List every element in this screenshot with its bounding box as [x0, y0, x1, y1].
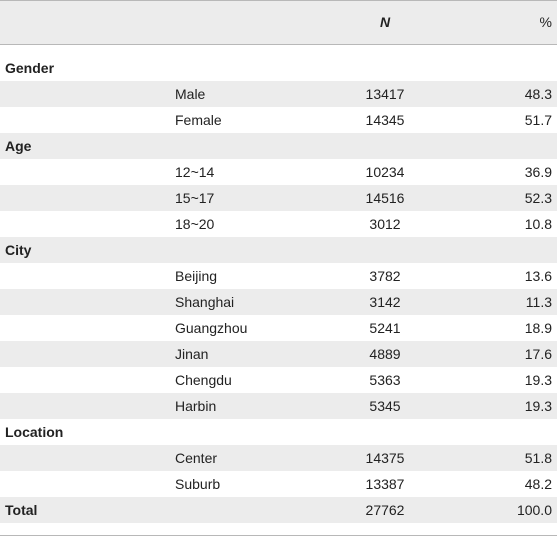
row-percent: 51.7: [524, 112, 552, 128]
row-percent: 19.3: [524, 372, 552, 388]
row-n: 13417: [365, 86, 405, 102]
row-n: 5241: [369, 320, 401, 336]
row-label: Beijing: [175, 268, 218, 284]
row-label: Female: [175, 112, 222, 128]
section-row-gender: [0, 55, 557, 81]
row-n: 14375: [365, 450, 405, 466]
row-percent: 10.8: [524, 216, 552, 232]
table-row: [0, 471, 557, 497]
table-header: [0, 0, 557, 44]
table-row: [0, 211, 557, 237]
row-label: Guangzhou: [175, 320, 248, 336]
table-row: [0, 445, 557, 471]
table-row: [0, 185, 557, 211]
row-percent: 51.8: [524, 450, 552, 466]
section-row-location: [0, 419, 557, 445]
table-row: [0, 341, 557, 367]
top-rule: [0, 0, 557, 1]
section-row-age: [0, 133, 557, 159]
row-label: Center: [175, 450, 218, 466]
section-row-city: [0, 237, 557, 263]
row-label: Jinan: [175, 346, 209, 362]
row-n: 14345: [365, 112, 405, 128]
row-label: Chengdu: [175, 372, 232, 388]
section-title-location: Location: [5, 424, 64, 440]
row-label: 15~17: [175, 190, 215, 206]
total-label: Total: [5, 502, 38, 518]
row-percent: 13.6: [524, 268, 552, 284]
row-percent: 48.3: [524, 86, 552, 102]
header-n: N: [379, 14, 391, 30]
table-row: [0, 263, 557, 289]
row-n: 14516: [365, 190, 405, 206]
table-row: [0, 393, 557, 419]
bottom-rule: [0, 535, 557, 536]
row-n: 3782: [369, 268, 401, 284]
row-n: 3142: [369, 294, 401, 310]
section-title-city: City: [5, 242, 32, 258]
row-percent: 17.6: [524, 346, 552, 362]
row-n: 3012: [369, 216, 401, 232]
section-title-gender: Gender: [5, 60, 55, 76]
row-label: Suburb: [175, 476, 221, 492]
row-label: Harbin: [175, 398, 217, 414]
row-label: 18~20: [175, 216, 215, 232]
row-percent: 48.2: [524, 476, 552, 492]
row-percent: 11.3: [525, 294, 552, 310]
table-row: [0, 159, 557, 185]
table-row: [0, 81, 557, 107]
total-row: [0, 497, 557, 523]
row-percent: 52.3: [524, 190, 552, 206]
row-label: 12~14: [175, 164, 215, 180]
row-percent: 36.9: [524, 164, 552, 180]
row-n: 10234: [365, 164, 405, 180]
section-title-age: Age: [5, 138, 32, 154]
row-label: Shanghai: [175, 294, 235, 310]
row-n: 5345: [369, 398, 401, 414]
header-rule: [0, 44, 557, 45]
table-row: [0, 367, 557, 393]
total-n: 27762: [365, 502, 405, 518]
row-n: 4889: [369, 346, 401, 362]
table-row: [0, 107, 557, 133]
row-n: 13387: [365, 476, 405, 492]
table-row: [0, 289, 557, 315]
row-percent: 18.9: [524, 320, 552, 336]
header-percent: %: [539, 14, 552, 30]
table-row: [0, 315, 557, 341]
row-label: Male: [175, 86, 206, 102]
row-n: 5363: [369, 372, 401, 388]
total-percent: 100.0: [516, 502, 552, 518]
row-percent: 19.3: [524, 398, 552, 414]
